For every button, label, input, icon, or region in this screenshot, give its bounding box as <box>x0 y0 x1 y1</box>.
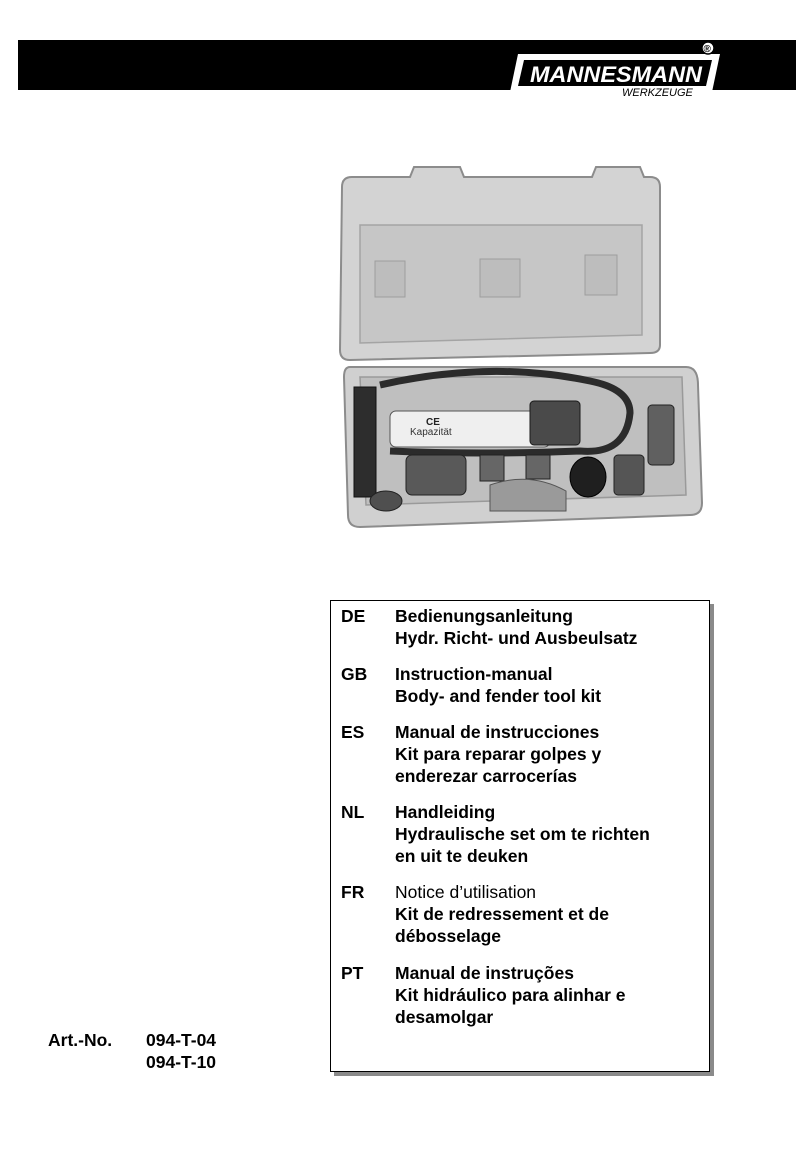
product-title-cont: enderezar carrocerías <box>395 766 577 786</box>
manual-title: Manual de instruções <box>395 963 574 983</box>
product-title: Kit de redressement et de <box>395 904 609 924</box>
article-number: 094-T-10 <box>146 1052 217 1072</box>
product-photo <box>330 155 710 545</box>
manual-title: Bedienungsanleitung <box>395 606 573 626</box>
article-number: 094-T-04 <box>146 1030 217 1050</box>
language-code: GB <box>341 664 368 684</box>
kapazitat-label: Kapazität <box>410 427 452 438</box>
product-title: Hydraulische set om te richten <box>395 824 650 844</box>
brand-bottom-text: WERKZEUGE <box>622 87 693 96</box>
manual-title: Instruction-manual <box>395 664 553 684</box>
language-code: ES <box>341 722 365 742</box>
product-title-cont: desamolgar <box>395 1007 494 1027</box>
language-code: PT <box>341 963 364 983</box>
product-title: Kit para reparar golpes y <box>395 744 602 764</box>
registered-mark: ® <box>703 44 711 55</box>
product-title: Hydr. Richt- und Ausbeulsatz <box>395 628 638 648</box>
product-title-cont: débosselage <box>395 926 502 946</box>
manual-title: Handleiding <box>395 802 496 822</box>
product-title: Kit hidráulico para alinhar e <box>395 985 626 1005</box>
language-titles-box <box>330 600 710 1072</box>
brand-logo <box>490 40 720 96</box>
language-code: DE <box>341 606 366 626</box>
ce-label: CE <box>426 417 440 428</box>
manual-title: Notice d’utilisation <box>395 882 537 902</box>
article-number-label: Art.-No. <box>48 1030 113 1050</box>
brand-top-text: BRÜDER <box>528 41 579 55</box>
manual-title: Manual de instrucciones <box>395 722 600 742</box>
product-title-cont: en uit te deuken <box>395 846 529 866</box>
language-code: NL <box>341 802 365 822</box>
language-code: FR <box>341 882 365 902</box>
brand-main-text: MANNESMANN <box>530 62 704 87</box>
product-title: Body- and fender tool kit <box>395 686 602 706</box>
